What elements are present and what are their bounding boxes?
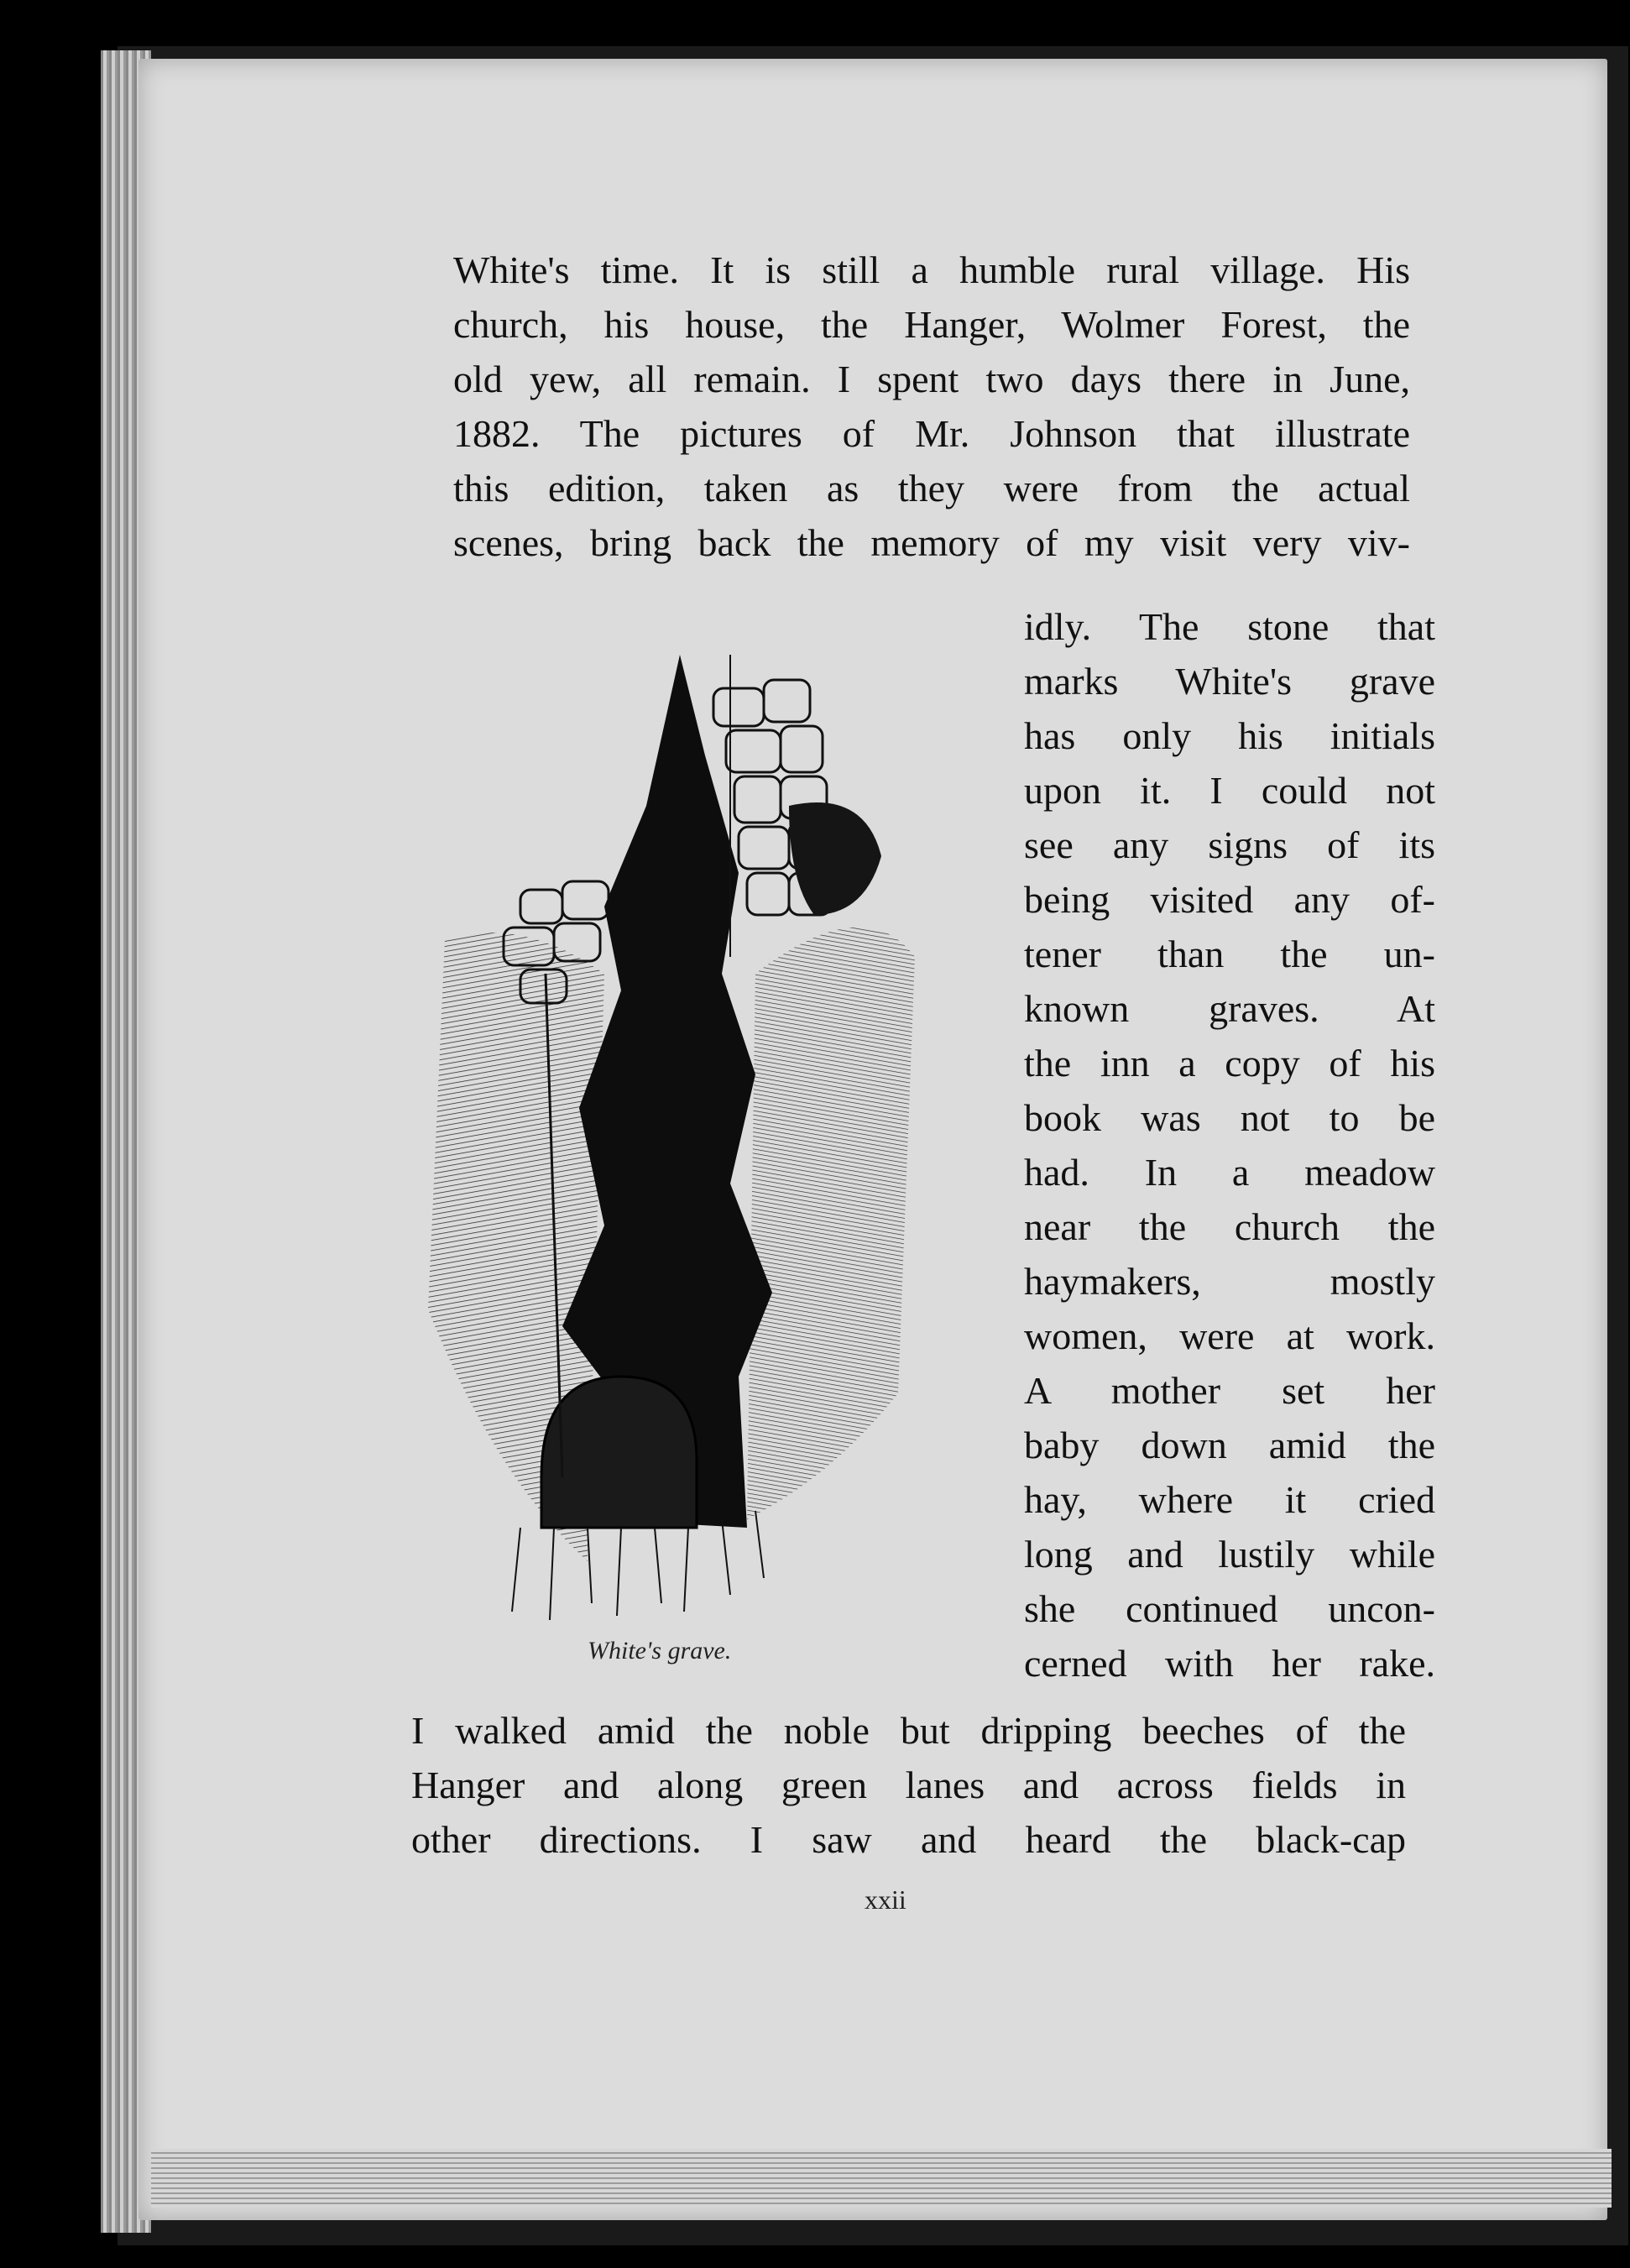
text-line: known graves. At bbox=[1024, 987, 1435, 1030]
text-line: upon it. I could not bbox=[1024, 769, 1435, 812]
text-line: baby down amid the bbox=[1024, 1424, 1435, 1466]
text-line: marks White's grave bbox=[1024, 660, 1435, 703]
text-line: long and lustily while bbox=[1024, 1533, 1435, 1576]
text-line: hay, where it cried bbox=[1024, 1478, 1435, 1521]
text-line: tener than the un- bbox=[1024, 933, 1435, 975]
text-line: the inn a copy of his bbox=[1024, 1042, 1435, 1084]
text-line: other directions. I saw and heard the black-cap bbox=[411, 1818, 1406, 1861]
text-line: cerned with her rake. bbox=[1024, 1642, 1435, 1685]
text-line: idly. The stone that bbox=[1024, 605, 1435, 648]
text-line: Hanger and along green lanes and across fields in bbox=[411, 1764, 1406, 1806]
page-edges bbox=[151, 2149, 1612, 2208]
text-line: has only his initials bbox=[1024, 714, 1435, 757]
text-line: book was not to be bbox=[1024, 1096, 1435, 1139]
text-line: see any signs of its bbox=[1024, 823, 1435, 866]
text-line: White's time. It is still a humble rural village. His bbox=[453, 248, 1410, 291]
whites-grave-illustration bbox=[394, 638, 948, 1628]
text-line: church, his house, the Hanger, Wolmer Forest, the bbox=[453, 303, 1410, 346]
text-line: this edition, taken as they were from the actual bbox=[453, 467, 1410, 510]
text-line: old yew, all remain. I spent two days there in June, bbox=[453, 358, 1410, 400]
text-line: A mother set her bbox=[1024, 1369, 1435, 1412]
text-line: had. In a meadow bbox=[1024, 1151, 1435, 1194]
text-line: being visited any of- bbox=[1024, 878, 1435, 921]
text-line: haymakers, mostly bbox=[1024, 1260, 1435, 1303]
illustration-caption: White's grave. bbox=[588, 1637, 732, 1664]
page-number: xxii bbox=[865, 1884, 906, 1915]
text-line: women, were at work. bbox=[1024, 1314, 1435, 1357]
text-line: 1882. The pictures of Mr. Johnson that illustrate bbox=[453, 412, 1410, 455]
text-line: near the church the bbox=[1024, 1205, 1435, 1248]
text-line: she continued uncon- bbox=[1024, 1587, 1435, 1630]
text-line: I walked amid the noble but dripping beeches of the bbox=[411, 1709, 1406, 1752]
text-line: scenes, bring back the memory of my visit very viv- bbox=[453, 521, 1410, 564]
